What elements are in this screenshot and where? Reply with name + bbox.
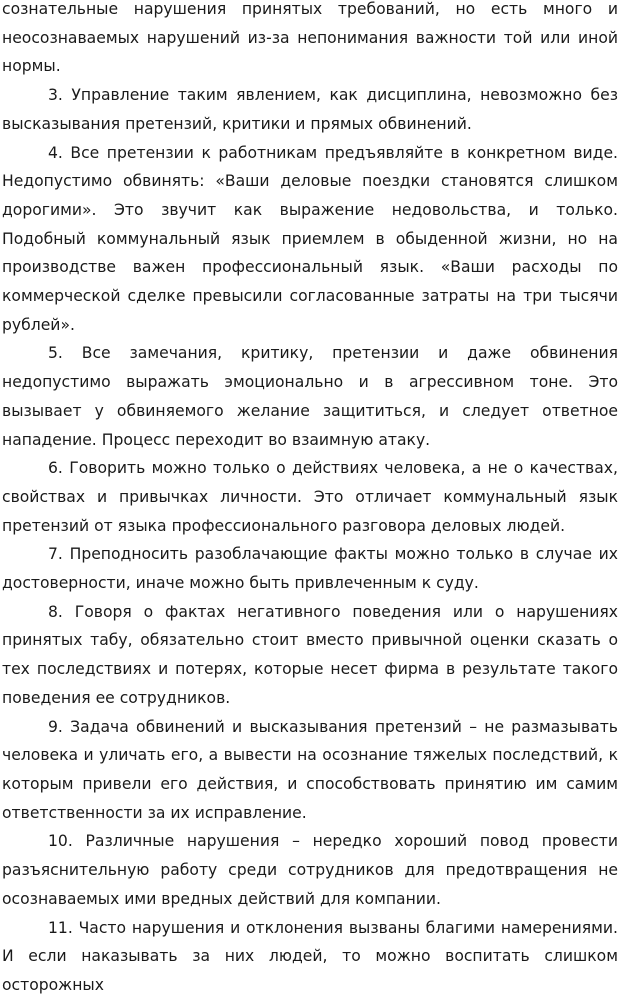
paragraph-item-3: 3. Управление таким явлением, как дисциплина, невозможно без высказывания претензий, критики и прямых обвинений. [2,86,618,133]
paragraph-item-7: 7. Преподносить разоблачающие факты можно только в случае их достоверности, иначе можно быть привлеченным к суду. [2,545,618,593]
paragraph-item-4: 4. Все претензии к работникам предъявляйте в конкретном виде. Недопустимо обвинять: «Ваши деловые поездки становятся слишком дорогими». Это звучит как выражение недовольства, и только. Подобный коммунальный язык приемлем в обыденной жизни, но на производстве важен профессиональный язык. «Ваши расходы по коммерческой сделке превысили согласованные затраты на три тысячи рублей». [2,143,618,334]
paragraph-item-6: 6. Говорить можно только о действиях человека, а не о качествах, свойствах и привычках личности. Это отличает коммунальный язык претензий от языка профессионального разговора деловых людей. [2,459,618,535]
paragraph-item-11: 11. Часто нарушения и отклонения вызваны благими намерениями. И если наказывать за них людей, то можно воспитать слишком осторожных [2,918,618,994]
paragraph-continued: сознательные нарушения принятых требований, но есть много и неосознаваемых нарушений из-за непонимания важности той или иной нормы. [2,0,618,76]
paragraph-item-5: 5. Все замечания, критику, претензии и даже обвинения недопустимо выражать эмоционально и в агрессивном тоне. Это вызывает у обвиняемого желание защититься, и следует ответное нападение. Процесс переходит во взаимную атаку. [2,344,618,449]
paragraph-item-8: 8. Говоря о фактах негативного поведения или о нарушениях принятых табу, обязательно стоит вместо привычной оценки сказать о тех последствиях и потерях, которые несет фирма в результате такого поведения ее сотрудников. [2,602,618,707]
paragraph-item-9: 9. Задача обвинений и высказывания претензий – не размазывать человека и уличать его, а вывести на осознание тяжелых последствий, к которым привели его действия, и способствовать принятию им самим ответственности за их исправление. [2,717,618,822]
paragraph-item-10: 10. Различные нарушения – нередко хороший повод провести разъяснительную работу среди сотрудников для предотвращения не осознаваемых ими вредных действий для компании. [2,832,618,908]
document-body [2,0,618,1000]
